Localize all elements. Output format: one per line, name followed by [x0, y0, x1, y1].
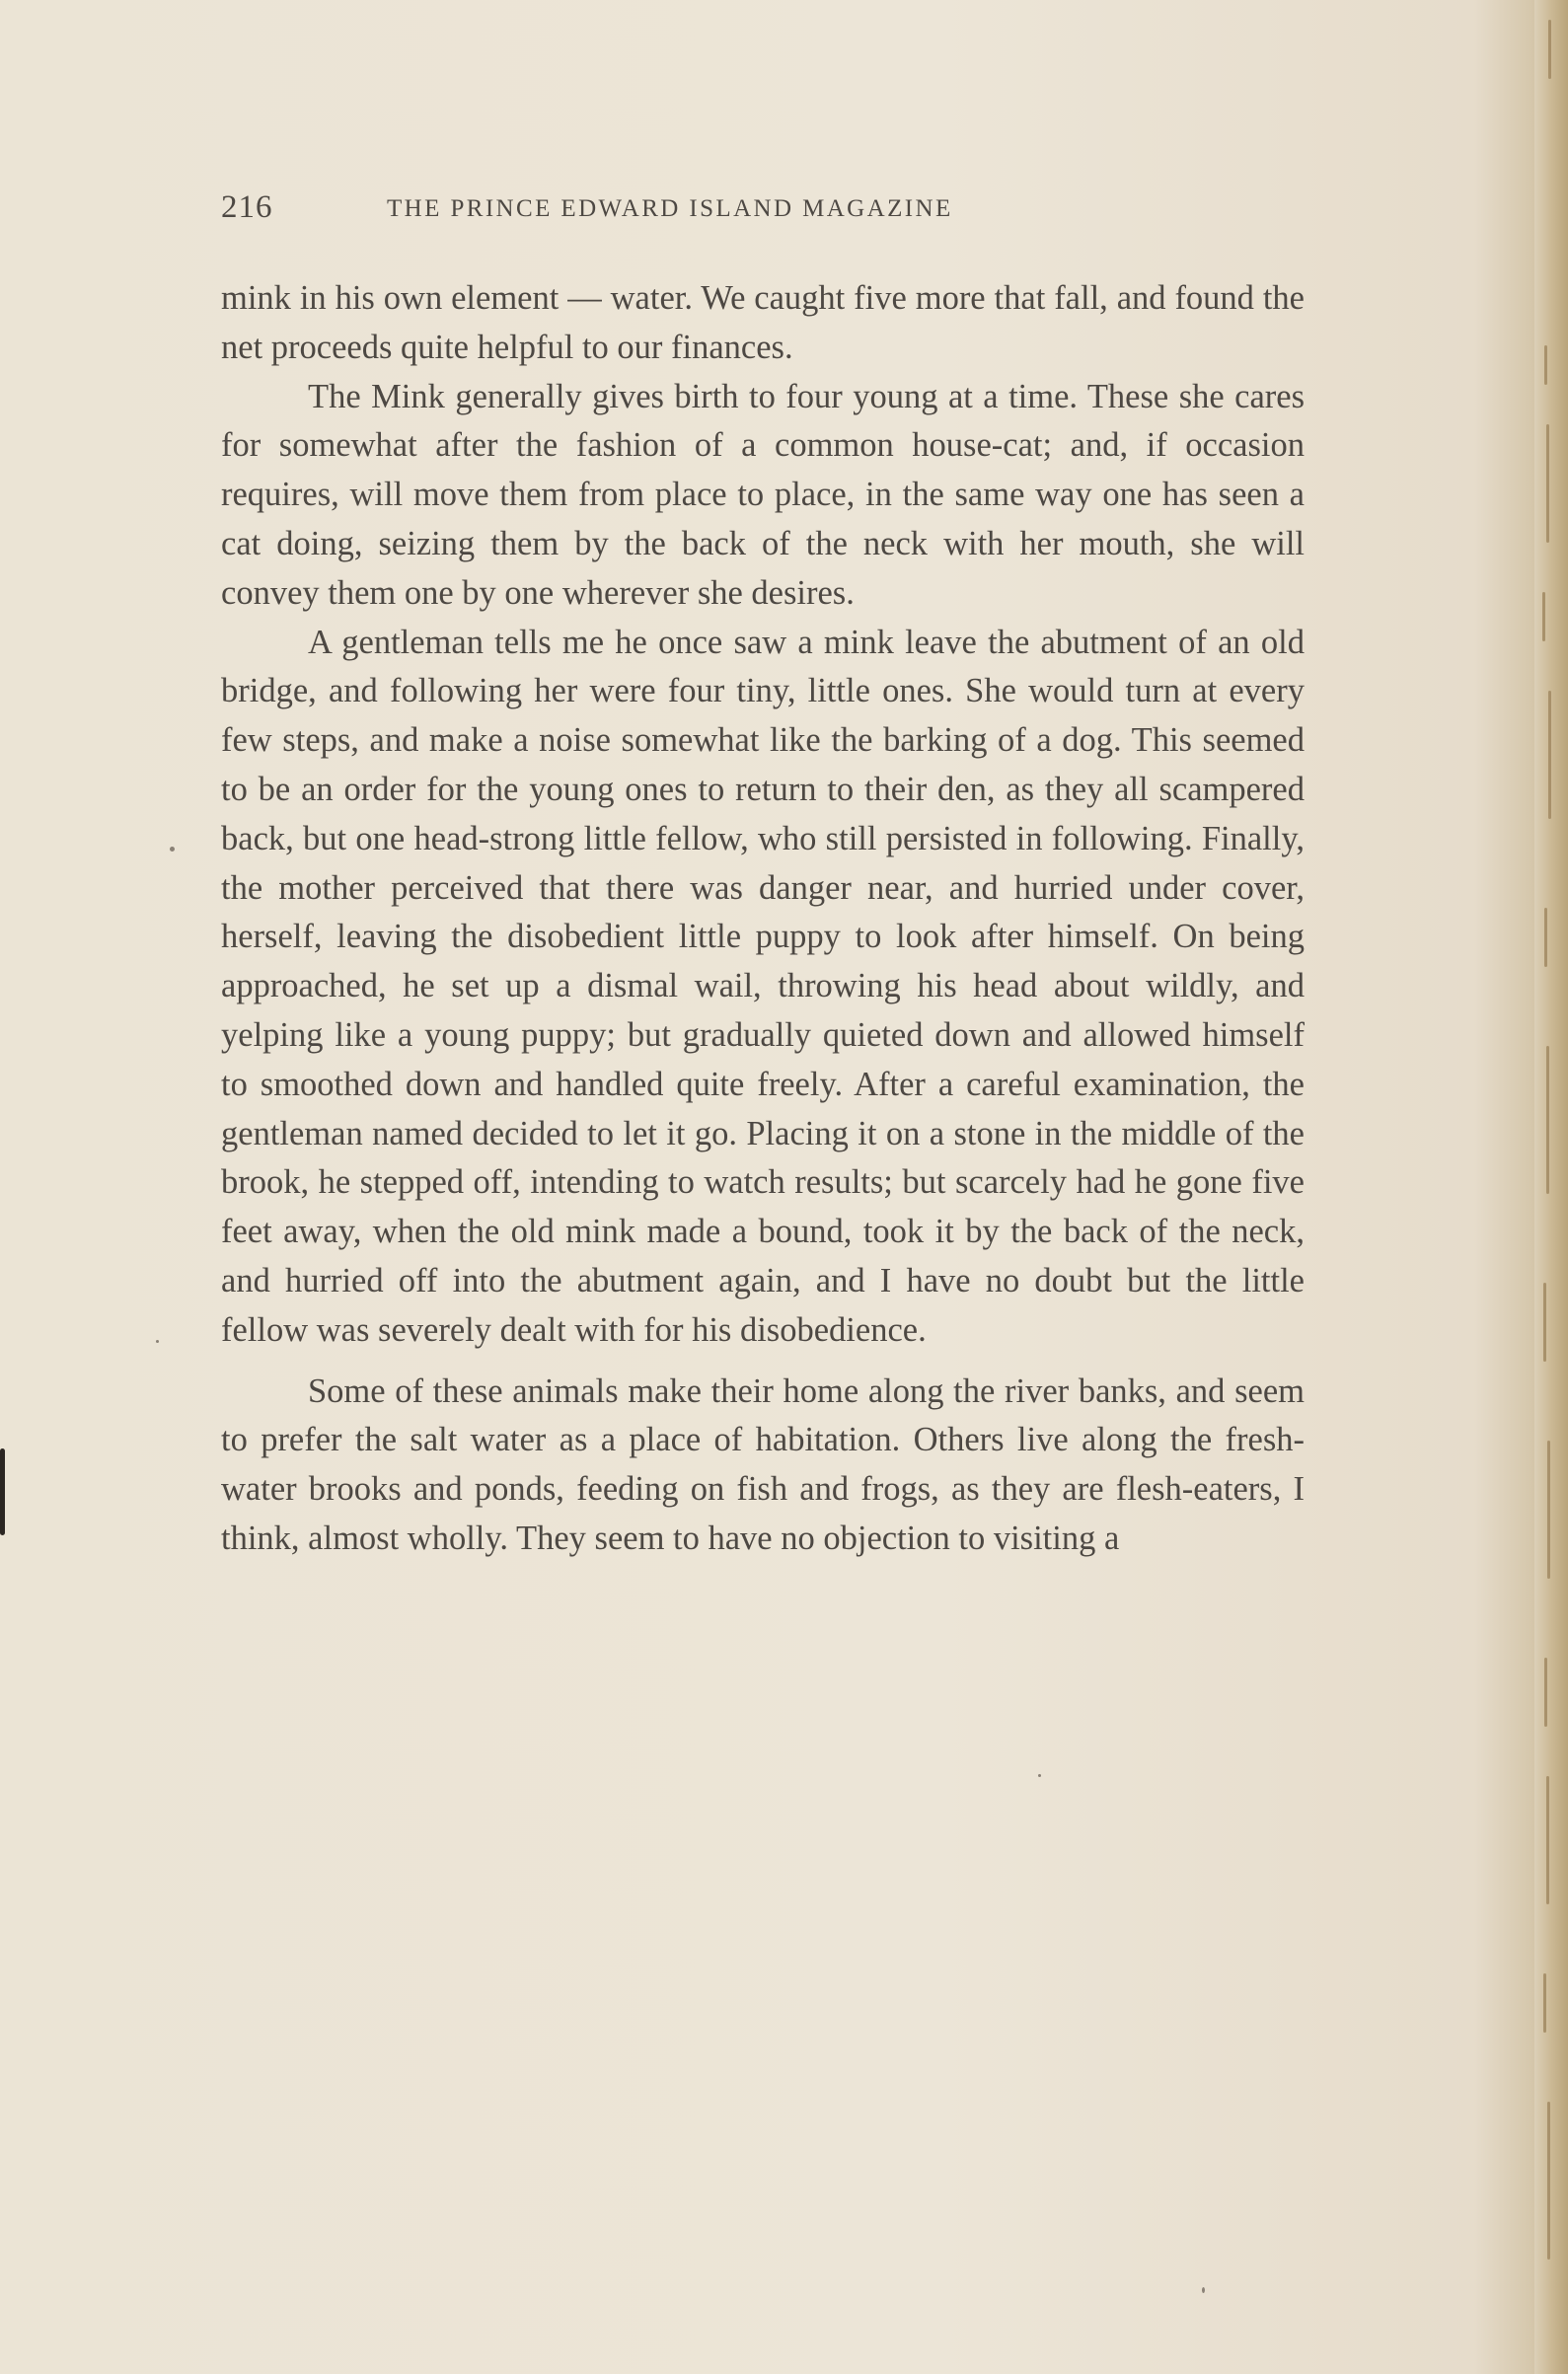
paragraph: mink in his own element — water. We caught five more that fall, and found the net proceeds quite helpful to our finances.	[221, 279, 1305, 366]
print-speck	[170, 847, 175, 852]
print-speck	[1038, 1774, 1041, 1777]
body-text	[221, 274, 1305, 1564]
binding-mark	[0, 1448, 5, 1535]
page-edge	[1534, 0, 1568, 2374]
page-header	[221, 189, 1307, 229]
paragraph: Some of these animals make their home along the river banks, and seem to prefer the salt water as a place of habitation. Others live along the fresh-water brooks and ponds, feeding on fish and frogs, as they are flesh-eaters, I think, almost wholly. They seem to have no objection to visiting a	[221, 1372, 1305, 1557]
paragraph: The Mink generally gives birth to four young at a time. These she cares for somewhat after the fashion of a common house-cat; and, if occasion requires, will move them from place to place, in the same way one has seen a cat doing, seizing them by the back of the neck with her mouth, she will convey them one by one wherever she desires.	[221, 377, 1305, 612]
print-speck	[156, 1340, 159, 1343]
paragraph: A gentleman tells me he once saw a mink leave the abutment of an old bridge, and following her were four tiny, little ones. She would turn at every few steps, and make a noise somewhat like the barking of a dog. This seemed to be an order for the young ones to return to their den, as they all scampered back, but one head-strong little fellow, who still persisted in following. Finally, the mother perceived that there was danger near, and hurried under cover, herself, leaving the disobedient little puppy to look after himself. On being approached, he set up a dismal wail, throwing his head about wildly, and yelping like a young puppy; but gradually quieted down and allowed himself to smoothed down and handled quite freely. After a careful examination, the gentleman named decided to let it go. Placing it on a stone in the middle of the brook, he stepped off, intending to watch results; but scarcely had he gone five feet away, when the old mink made a bound, took it by the back of the neck, and hurried off into the abutment again, and I have no doubt but the little fellow was severely dealt with for his disobedience.	[221, 623, 1305, 1349]
print-speck	[1202, 2287, 1205, 2293]
running-title: THE PRINCE EDWARD ISLAND MAGAZINE	[387, 195, 953, 222]
page-number: 216	[221, 189, 273, 225]
